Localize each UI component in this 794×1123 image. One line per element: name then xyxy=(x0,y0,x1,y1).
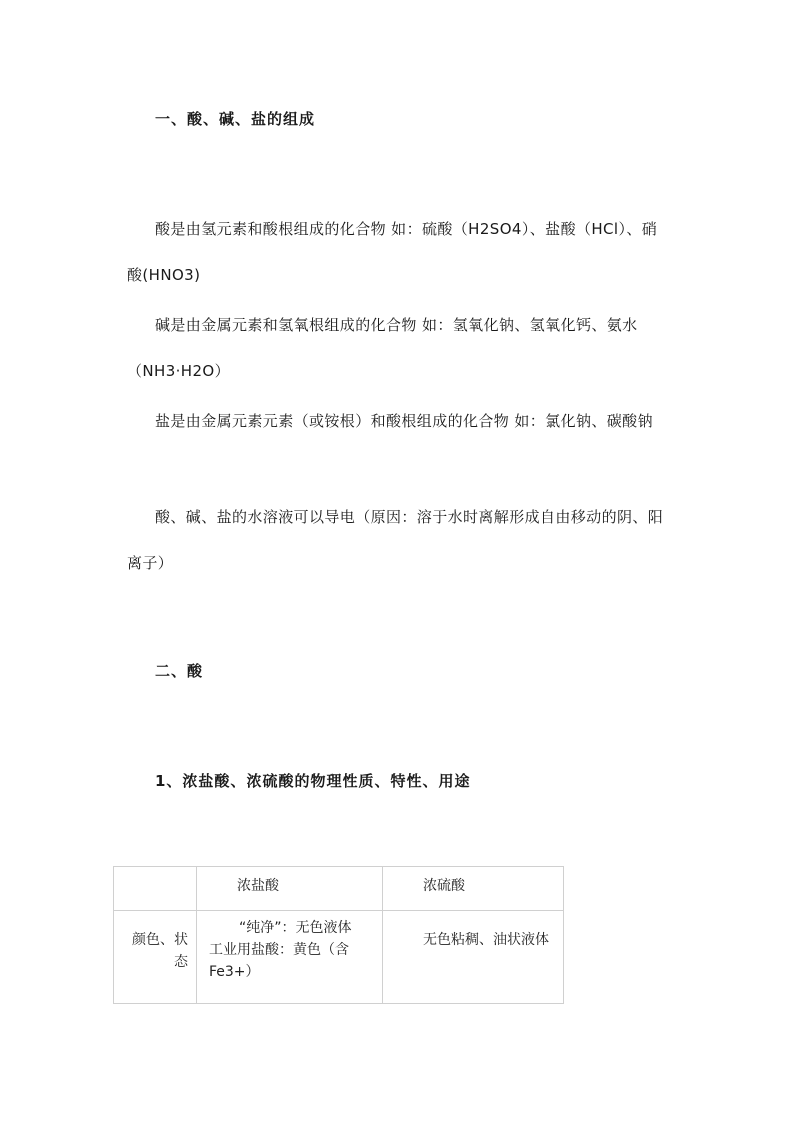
hcl-industrial-text-cont: Fe3+） xyxy=(209,964,260,980)
table-header-h2so4-label: 浓硫酸 xyxy=(423,878,465,894)
h2so4-property-cell xyxy=(383,911,564,1004)
acid-definition-paragraph: 酸是由氢元素和酸根组成的化合物 如：硫酸（H2SO4）、盐酸（HCl）、硝酸(HNO3) xyxy=(127,220,658,284)
conductivity-paragraph: 酸、碱、盐的水溶液可以导电（原因：溶于水时离解形成自由移动的阴、阳离子） xyxy=(127,508,664,572)
section2-subheading: 1、浓盐酸、浓硫酸的物理性质、特性、用途 xyxy=(155,772,471,790)
row-label: 颜色、状态 xyxy=(132,932,188,970)
table-header-h2so4 xyxy=(383,867,564,911)
h2so4-property-text: 无色粘稠、油状液体 xyxy=(423,932,549,948)
hcl-industrial-text: 工业用盐酸：黄色（含 xyxy=(209,942,349,958)
section1-heading: 一、酸、碱、盐的组成 xyxy=(155,110,316,128)
salt-definition-paragraph: 盐是由金属元素元素（或铵根）和酸根组成的化合物 如：氯化钠、碳酸钠 xyxy=(155,412,653,430)
hcl-pure-text: “纯净”：无色液体 xyxy=(239,920,352,936)
table-header-hcl-label: 浓盐酸 xyxy=(237,878,279,894)
row-label-cell xyxy=(114,911,197,1004)
hcl-property-cell xyxy=(197,911,383,1004)
section2-heading: 二、酸 xyxy=(155,662,204,680)
table-header-row xyxy=(114,867,564,911)
table-row xyxy=(114,911,564,1004)
table-header-hcl xyxy=(197,867,383,911)
table-header-empty xyxy=(114,867,197,911)
base-definition-paragraph: 碱是由金属元素和氢氧根组成的化合物 如：氢氧化钠、氢氧化钙、氨水（NH3·H2O） xyxy=(127,316,638,380)
acid-properties-table xyxy=(113,866,564,1004)
